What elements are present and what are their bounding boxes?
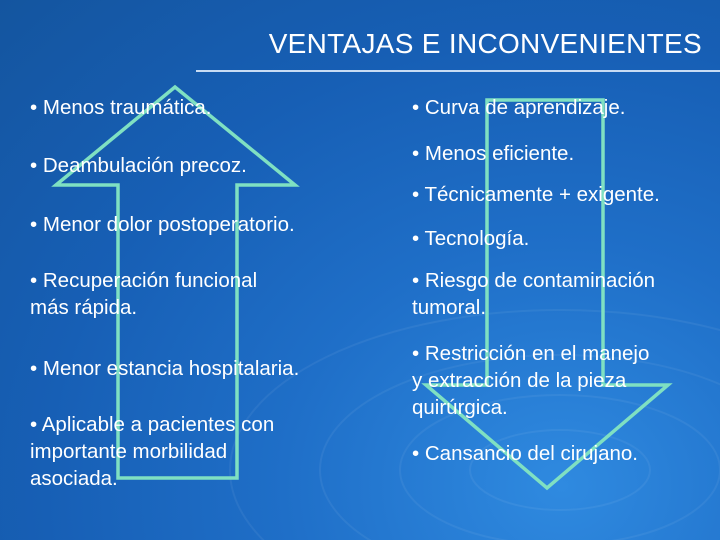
inconveniente-item: • Cansancio del cirujano. (412, 442, 638, 465)
inconveniente-item: • Curva de aprendizaje. (412, 96, 626, 119)
ventaja-item: • Menor estancia hospitalaria. (30, 357, 300, 380)
ventaja-item: • Menor dolor postoperatorio. (30, 213, 295, 236)
inconveniente-item: • Menos eficiente. (412, 142, 575, 165)
ventaja-item: • Menos traumática. (30, 96, 212, 119)
inconveniente-item: • Restricción en el manejo y extracción de la pieza quirúrgica. (412, 342, 650, 419)
ventaja-item: • Deambulación precoz. (30, 154, 247, 177)
ventaja-item: • Aplicable a pacientes con importante morbilidad asociada. (30, 413, 275, 490)
inconveniente-item: • Riesgo de contaminación tumoral. (412, 269, 656, 319)
inconveniente-item: • Tecnología. (412, 227, 530, 250)
inconveniente-item: • Técnicamente + exigente. (412, 183, 660, 206)
ventaja-item: • Recuperación funcional más rápida. (30, 269, 258, 319)
slide-title: VENTAJAS E INCONVENIENTES (268, 28, 702, 59)
